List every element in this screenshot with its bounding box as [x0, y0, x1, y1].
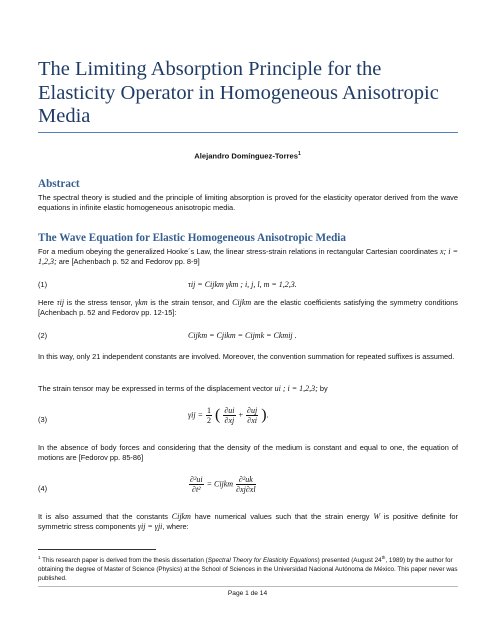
paragraph-independent-constants: In this way, only 21 independent constants are involved. Moreover, the convention summation for repeated suffixes is assumed.: [38, 352, 455, 361]
paper-title: The Limiting Absorption Principle for the Elasticity Operator in Homogeneous Anisotropic Media: [38, 58, 439, 127]
p2-text-d: are the elastic coefficients satisfying the symmetry conditions [Achenbach p. 52 and Fedorov pp. 12-15]:: [38, 298, 458, 318]
p1-text-b: are [Achenbach p. 52 and Fedorov pp. 8-9]: [58, 257, 200, 267]
eq4-lhs: $\frac{\text{∂²ui}}{\text{∂t²}}$: [190, 475, 203, 494]
p1-math-index: ; i = 1,2,3;: [38, 247, 458, 267]
p6-text-c: is positive definite for symmetric stress components: [38, 512, 459, 532]
equation-3-row: [38, 406, 458, 436]
p6-text-a: It is also assumed that the constants: [38, 512, 168, 521]
equation-1: τij = Cijkm γkm ; i, j, l, m = 1,2,3.: [188, 280, 297, 289]
p6-math-W: W: [373, 512, 380, 521]
p2-math-C: Cijkm: [232, 298, 252, 307]
footnote-text-b: ) presented (August 24: [317, 557, 382, 565]
equation-1-number: (1): [38, 280, 48, 289]
paragraph-strain-energy: [38, 512, 458, 532]
paragraph-hooke: [38, 247, 458, 267]
section-heading: The Wave Equation for Elastic Homogeneous Anisotropic Media: [38, 232, 346, 244]
page-footer-divider: [38, 586, 458, 587]
author-footnote-mark: 1: [297, 151, 301, 157]
p4-math-u: ui ; i = 1,2,3;: [274, 384, 318, 393]
title-divider: [38, 132, 458, 133]
equation-4-row: [38, 475, 458, 505]
eq4-mid: = Cijkm: [206, 479, 234, 489]
eq4-rhs: $\frac{\text{∂²uk}}{\partial xj\partial xl}$: [236, 475, 256, 494]
eq3-lhs: γij =: [188, 410, 203, 420]
footnote-thesis-title: Spectral Theory for Elasticity Equations: [207, 557, 318, 565]
paragraph-stress-tensor: [38, 298, 458, 318]
abstract-text: The spectral theory is studied and the principle of limiting absorption is proved for the elasticity operator derived from the wave equations in infinite elastic homogeneous anisotropic media.: [38, 193, 458, 213]
p4-text-a: The strain tensor may be expressed in terms of the displacement vector: [38, 384, 273, 393]
equation-1-row: [38, 280, 458, 294]
paragraph-strain-displacement: [38, 384, 458, 394]
footnote-divider: [38, 549, 156, 550]
footnote: [38, 554, 458, 583]
eq3-term-1: $\frac{\partial ui}{\partial xj}$: [224, 406, 235, 425]
p6-math-gamma: γij = γji: [137, 522, 163, 532]
author-line: [0, 151, 495, 161]
p6-text-b: have numerical values such that the strain energy: [194, 512, 370, 521]
eq3-term-2: $\frac{\partial uj}{\partial xi}$: [247, 406, 258, 425]
page-number: Page 1 de 14: [227, 590, 268, 597]
equation-2-number: (2): [38, 331, 48, 340]
p2-text-b: is the stress tensor,: [66, 298, 133, 307]
p1-text-a: For a medium obeying the generalized Hooke´s Law, the linear stress-strain relations in rectangular Cartesian coordinates: [38, 247, 438, 256]
footnote-text-c: , 1989) by the author for obtaining the degree of Master of Science (Physics) at the School of Sciences in the Universidad Nacional Autónoma de México. This paper never was published.: [38, 557, 458, 582]
eq3-half: $\frac{1}{2}$: [207, 406, 211, 425]
equation-3: γij = $\frac{1}{2}$ ( $\frac{\partial ui}{\partial xj}$ + $\frac{\partial uj}{\partial xi}$ ).: [188, 406, 269, 425]
p6-text-d: , where:: [162, 522, 189, 532]
p2-math-tau: τij: [56, 298, 65, 307]
equation-4: [188, 475, 257, 494]
paragraph-equation-of-motion: In the absence of body forces and considering that the density of the medium is constant and equal to one, the equation of motions are [Fedorov pp. 85-86]: [38, 443, 458, 463]
equation-4-number: (4): [38, 484, 48, 493]
abstract-heading: Abstract: [38, 178, 80, 190]
equation-2-row: [38, 331, 458, 345]
p1-math-x: x: [439, 247, 444, 256]
p2-math-gamma: γkm: [135, 298, 148, 307]
footnote-text-a: This research paper is derived from the thesis dissertation (: [42, 557, 208, 565]
p6-math-C: Cijkm: [171, 512, 191, 521]
p4-text-b: by: [319, 384, 328, 393]
equation-2: Cijkm = Cjikm = Cijmk = Ckmij .: [188, 331, 297, 340]
footnote-ordinal: th: [381, 555, 386, 560]
author-name: Alejandro Domínguez-Torres: [194, 151, 298, 161]
footnote-mark: 1: [38, 555, 41, 560]
equation-3-number: (3): [38, 415, 48, 424]
p2-text-c: is the strain tensor, and: [150, 298, 230, 307]
p2-text-a: Here: [38, 298, 55, 307]
